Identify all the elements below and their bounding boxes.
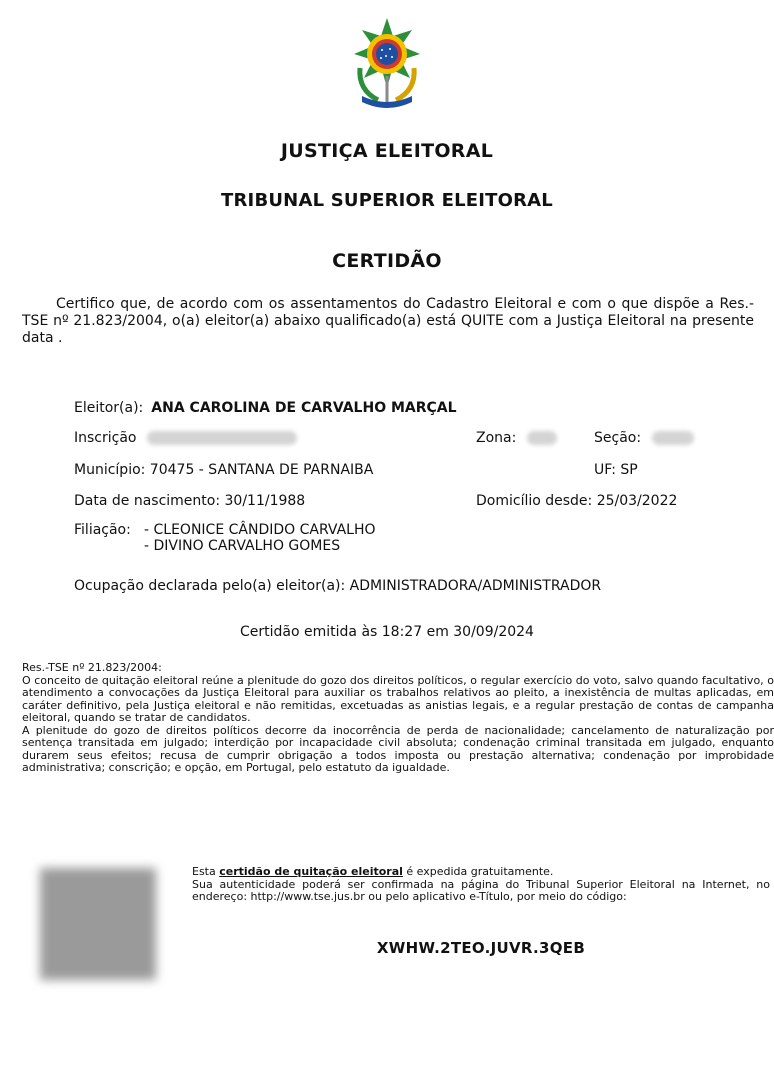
voter-name-label: Eleitor(a): bbox=[74, 400, 144, 416]
inscricao-redacted bbox=[147, 431, 297, 445]
auth-post: é expedida gratuitamente. bbox=[402, 865, 554, 878]
doc-title: CERTIDÃO bbox=[332, 250, 442, 272]
filiacao-parent-1: - CLEONICE CÂNDIDO CARVALHO bbox=[144, 522, 376, 538]
emission-timestamp: Certidão emitida às 18:27 em 30/09/2024 bbox=[240, 624, 534, 640]
auth-pre: Esta bbox=[192, 865, 220, 878]
secao-label: Seção: bbox=[594, 430, 642, 446]
filiacao-label: Filiação: bbox=[74, 522, 131, 538]
uf: UF: SP bbox=[594, 462, 638, 478]
qr-code-icon bbox=[40, 868, 156, 980]
ocupacao: Ocupação declarada pelo(a) eleitor(a): ADMINISTRADORA/ADMINISTRADOR bbox=[74, 578, 602, 594]
data-nascimento: Data de nascimento: 30/11/1988 bbox=[74, 493, 306, 509]
voter-name-row bbox=[74, 400, 457, 416]
verification-code: XWHW.2TEO.JUVR.3QEB bbox=[376, 939, 586, 957]
intro-paragraph: Certifico que, de acordo com os assentamentos do Cadastro Eleitoral e com o que dispõe a Res.-TSE nº 21.823/2004, o(a) eleitor(a) abaixo qualificado(a) está QUITE com a Justiça Eleitoral na presente data . bbox=[22, 296, 754, 346]
zona-redacted bbox=[527, 431, 557, 445]
brazil-coat-of-arms-icon bbox=[348, 16, 426, 108]
zona-label: Zona: bbox=[476, 430, 517, 446]
legal-reference: Res.-TSE nº 21.823/2004: bbox=[22, 661, 162, 674]
zona-row bbox=[476, 430, 557, 446]
filiacao-list bbox=[144, 522, 376, 554]
filiacao-parent-2: - DIVINO CARVALHO GOMES bbox=[144, 538, 341, 554]
voter-name: ANA CAROLINA DE CARVALHO MARÇAL bbox=[151, 400, 457, 416]
authenticity-line-1 bbox=[192, 866, 770, 879]
secao-redacted bbox=[652, 431, 694, 445]
inscricao-label: Inscrição bbox=[74, 430, 137, 446]
authenticity-block bbox=[192, 866, 770, 904]
legal-paragraph-1: O conceito de quitação eleitoral reúne a plenitude do gozo dos direitos políticos, o regular exercício do voto, salvo quando facultativo, o atendimento a convocações da Justiça Eleitoral para auxiliar os trabalhos relativos ao pleito, a inexistência de multas aplicadas, em caráter definitivo, pela Justiça eleitoral e não remitidas, excetuadas as anistias legais, e a regular prestação de contas de campanha eleitoral, quando se tratar de candidatos. bbox=[22, 673, 774, 724]
court-heading: TRIBUNAL SUPERIOR ELEITORAL bbox=[221, 190, 553, 211]
org-heading: JUSTIÇA ELEITORAL bbox=[280, 140, 494, 162]
filiacao-block bbox=[74, 522, 376, 554]
certidao-link[interactable]: certidão de quitação eleitoral bbox=[219, 865, 403, 878]
authenticity-text: Sua autenticidade poderá ser confirmada na página do Tribunal Superior Eleitoral na Internet, no endereço: http://www.tse.jus.br ou pelo aplicativo e-Título, por meio do código: bbox=[192, 877, 770, 903]
legal-text bbox=[22, 662, 774, 775]
inscricao-row bbox=[74, 430, 297, 446]
legal-paragraph-2: A plenitude do gozo de direitos políticos decorre da inocorrência de perda de nacionalidade; cancelamento de naturalização por sentença transitada em julgado; interdição por incapacidade civil absoluta; condenação criminal transitada em julgado, enquanto durarem seus efeitos; recusa de cumprir obrigação a todos imposta ou prestação alternativa; condenação por improbidade administrativa; conscrição; e opção, em Portugal, pelo estatuto da igualdade. bbox=[22, 723, 774, 774]
domicilio-desde: Domicílio desde: 25/03/2022 bbox=[476, 493, 678, 509]
secao-row bbox=[594, 430, 694, 446]
municipio: Município: 70475 - SANTANA DE PARNAIBA bbox=[74, 462, 374, 478]
